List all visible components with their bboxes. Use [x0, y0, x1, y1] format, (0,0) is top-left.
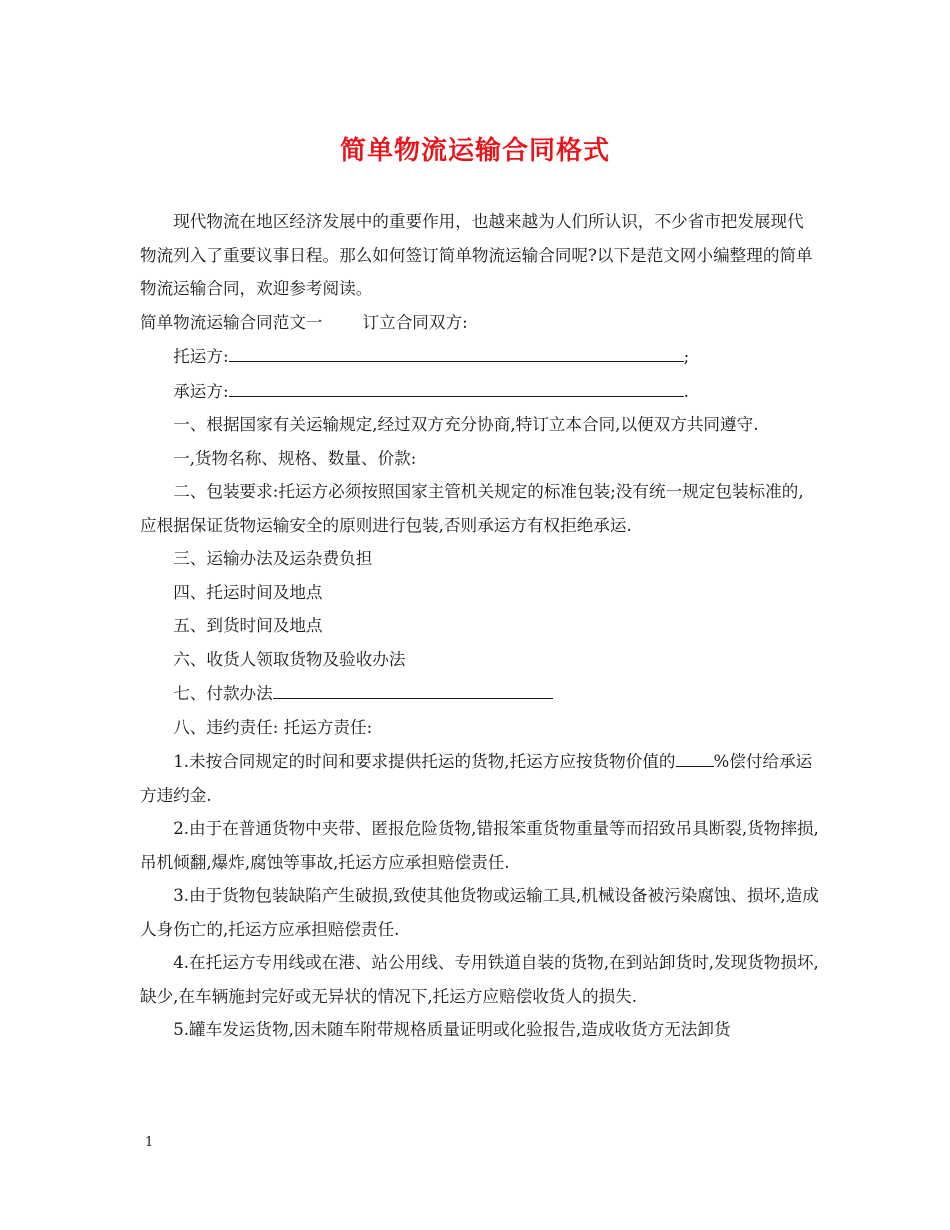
responsibility-4: 4.在托运方专用线或在港、站公用线、专用铁道自装的货物,在到站卸货时,发现货物损坏,缺少,在车辆施封完好或无异状的情况下,托运方应赔偿收货人的损失. [140, 953, 819, 1006]
clause-item-6: 六、收货人领取货物及验收办法 [173, 649, 406, 669]
sample-heading-line [140, 306, 820, 340]
carrier-blank [229, 374, 684, 397]
intro-paragraph: 现代物流在地区经济发展中的重要作用，也越来越为人们所认识，不少省市把发展现代物流列入了重要议事日程。那么如何签订简单物流运输合同呢?以下是范文网小编整理的简单物流运输合同，欢迎参考阅读。 [140, 212, 813, 298]
clause-item-8: 八、违约责任: 托运方责任: [173, 717, 373, 737]
clause-item-4: 四、托运时间及地点 [173, 582, 323, 602]
page-number: 1 [145, 1135, 154, 1150]
clause-item-3: 三、运输办法及运杂费负担 [173, 549, 373, 568]
document-body [140, 205, 820, 1047]
clause-item-7 [140, 676, 820, 711]
payment-blank [273, 676, 553, 699]
clause-item-1: 一,货物名称、规格、数量、价款: [173, 448, 417, 468]
responsibility-5: 5.罐车发运货物,因未随车附带规格质量证明或化验报告,造成收货方无法卸货 [173, 1020, 731, 1039]
carrier-end: . [683, 381, 689, 401]
responsibility-3: 3.由于货物包装缺陷产生破损,致使其他货物或运输工具,机械设备被污染腐蚀、损坏,造成人身伤亡的,托运方应承担赔偿责任. [140, 886, 819, 939]
responsibility-1-end: %偿付给承运方违约金. [140, 752, 813, 805]
responsibility-1-start: 1.未按合同规定的时间和要求提供托运的货物,托运方应按货物价值的 [173, 752, 676, 771]
sample-title: 简单物流运输合同范文一 [140, 312, 323, 332]
carrier-line [140, 374, 820, 409]
payment-label: 七、付款办法 [173, 684, 273, 703]
responsibility-1 [140, 744, 820, 812]
document-title: 简单物流运输合同格式 [339, 136, 610, 166]
clause-intro: 一、根据国家有关运输规定,经过双方充分协商,特订立本合同,以便双方共同遵守. [173, 415, 759, 434]
percent-blank [676, 744, 714, 767]
responsibility-2: 2.由于在普通货物中夹带、匿报危险货物,错报笨重货物重量等而招致吊具断裂,货物摔损,吊机倾翻,爆炸,腐蚀等事故,托运方应承担赔偿责任. [140, 819, 819, 872]
shipper-line [140, 339, 820, 374]
shipper-blank [229, 339, 684, 362]
carrier-label: 承运方: [173, 381, 229, 401]
clause-item-2: 二、包装要求:托运方必须按照国家主管机关规定的标准包装;没有统一规定包装标准的,应根据保证货物运输安全的原则进行包装,否则承运方有权拒绝承运. [140, 482, 804, 535]
shipper-label: 托运方: [173, 347, 229, 366]
clause-item-5: 五、到货时间及地点 [173, 616, 323, 635]
parties-heading: 订立合同双方: [362, 312, 468, 332]
shipper-end: ; [683, 347, 690, 366]
